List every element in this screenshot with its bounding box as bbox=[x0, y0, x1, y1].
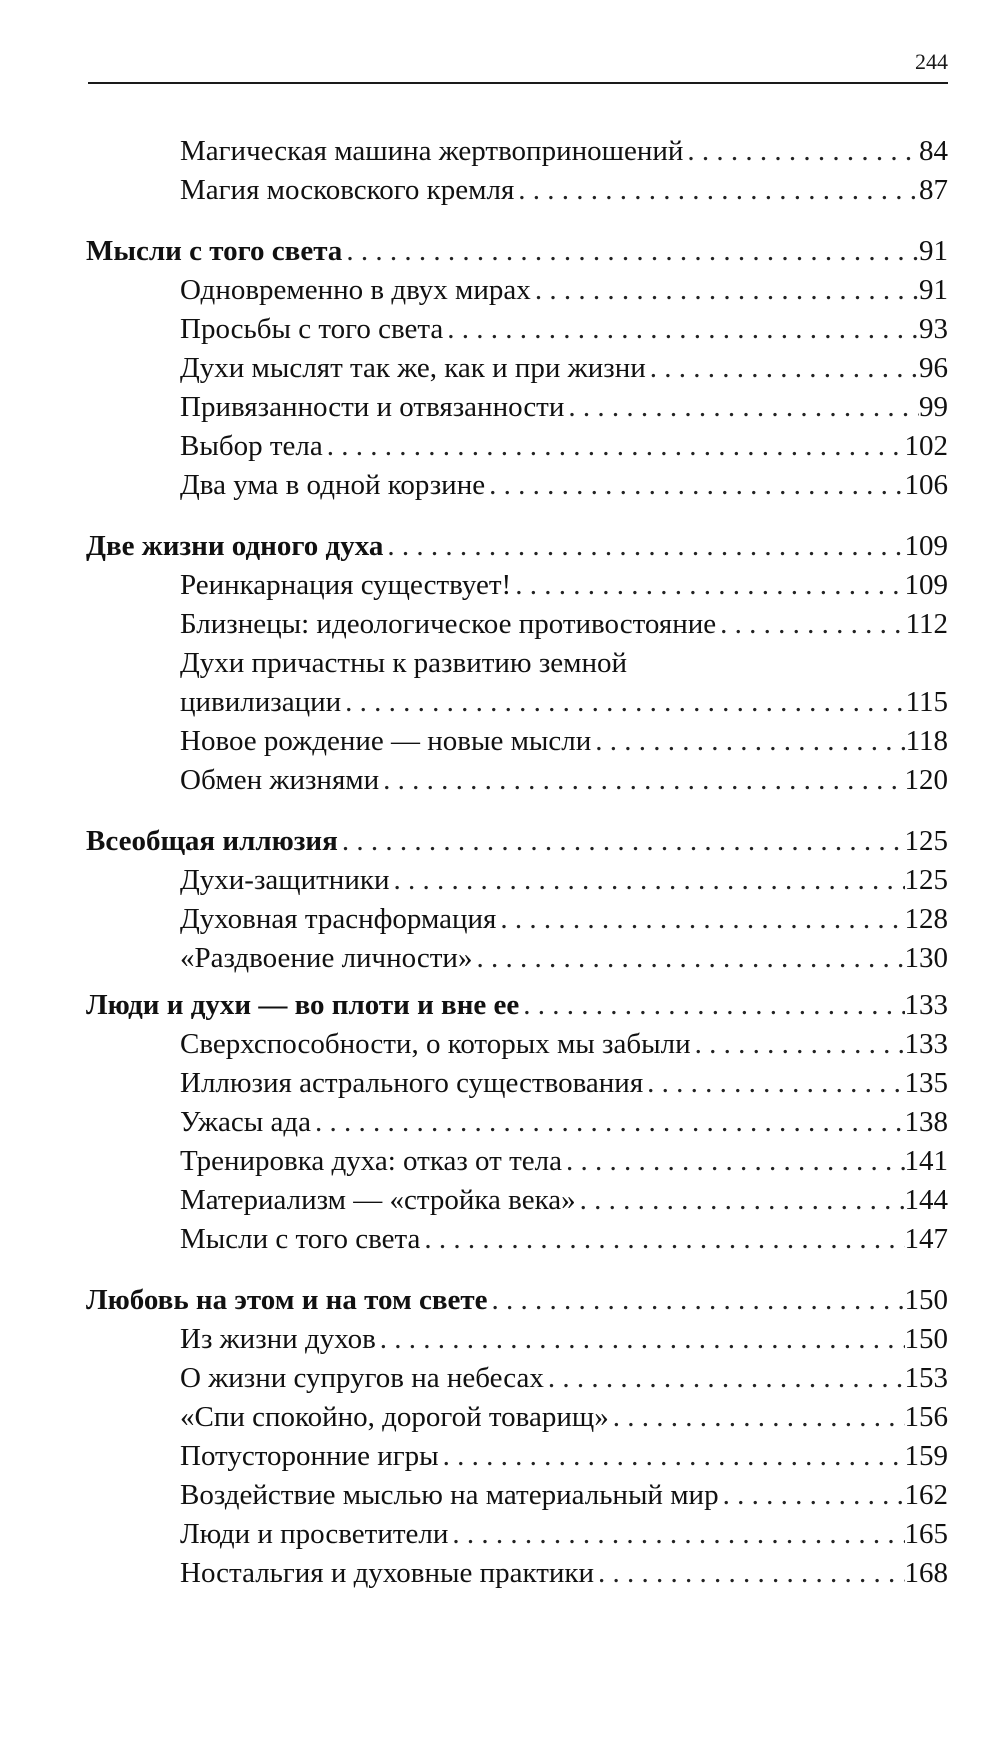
toc-entry-title: «Спи спокойно, дорогой товарищ» bbox=[180, 1401, 609, 1433]
toc-entry-page: 91 bbox=[919, 274, 948, 306]
toc-entry-page: 150 bbox=[904, 1323, 948, 1355]
toc-entry[interactable] bbox=[0, 603, 948, 642]
toc-entry-title: Духи-защитники bbox=[180, 864, 390, 896]
toc-entry-title: Иллюзия астрального существования bbox=[180, 1067, 644, 1099]
dot-leader bbox=[719, 1477, 905, 1513]
toc-entry-page: 109 bbox=[904, 569, 948, 601]
toc-section-heading[interactable] bbox=[0, 820, 948, 859]
toc-entry[interactable] bbox=[0, 308, 948, 347]
toc-entry-page: 93 bbox=[919, 313, 948, 345]
toc-section-page: 150 bbox=[904, 1284, 948, 1316]
dot-leader bbox=[496, 901, 904, 937]
toc-entry-title: Одновременно в двух мирах bbox=[180, 274, 531, 306]
toc-entry[interactable] bbox=[0, 1474, 948, 1513]
toc-entry[interactable] bbox=[0, 1435, 948, 1474]
dot-leader bbox=[646, 350, 919, 386]
toc-entry[interactable] bbox=[0, 564, 948, 603]
dot-leader bbox=[323, 428, 905, 464]
toc-entry-page: 96 bbox=[919, 352, 948, 384]
toc-entry-title: Люди и просветители bbox=[180, 1518, 449, 1550]
dot-leader bbox=[420, 1221, 904, 1257]
toc-entry-title: Мысли с того света bbox=[180, 1223, 421, 1255]
dot-leader bbox=[341, 684, 905, 720]
toc-section-title: Всеобщая иллюзия bbox=[86, 825, 338, 857]
spacer bbox=[0, 503, 1000, 525]
toc-entry[interactable] bbox=[0, 130, 948, 169]
toc-entry-page: 141 bbox=[904, 1145, 948, 1177]
dot-leader bbox=[389, 862, 904, 898]
toc-section-page: 133 bbox=[904, 989, 948, 1021]
dot-leader bbox=[531, 272, 919, 308]
toc-entry[interactable] bbox=[0, 759, 948, 798]
toc-entry[interactable] bbox=[0, 1357, 948, 1396]
toc-entry[interactable] bbox=[0, 1552, 948, 1591]
toc-entry-title: Реинкарнация существует! bbox=[180, 569, 512, 601]
dot-leader bbox=[338, 823, 905, 859]
toc-entry-title: Ностальгия и духовные практики bbox=[180, 1557, 595, 1589]
toc-entry-title: Магия московского кремля bbox=[180, 174, 515, 206]
toc-entry-page: 165 bbox=[904, 1518, 948, 1550]
toc-section-heading[interactable] bbox=[0, 525, 948, 564]
dot-leader bbox=[519, 987, 904, 1023]
toc-section-heading[interactable] bbox=[0, 230, 948, 269]
toc-entry[interactable] bbox=[0, 859, 948, 898]
toc-section-title: Две жизни одного духа bbox=[86, 530, 384, 562]
toc-entry-page: 159 bbox=[904, 1440, 948, 1472]
dot-leader bbox=[691, 1026, 905, 1062]
dot-leader bbox=[448, 1516, 904, 1552]
toc-entry-title: Сверхспособности, о которых мы забыли bbox=[180, 1028, 691, 1060]
dot-leader bbox=[443, 311, 919, 347]
toc-entry-title: Из жизни духов bbox=[180, 1323, 376, 1355]
toc-entry-title: Магическая машина жертвоприношений bbox=[180, 135, 684, 167]
dot-leader bbox=[594, 1555, 904, 1591]
toc-entry-page: 168 bbox=[904, 1557, 948, 1589]
toc-entry-title: Потусторонние игры bbox=[180, 1440, 439, 1472]
dot-leader bbox=[591, 723, 905, 759]
toc-entry[interactable] bbox=[0, 1513, 948, 1552]
dot-leader bbox=[311, 1104, 905, 1140]
toc-entry[interactable] bbox=[0, 464, 948, 503]
toc-entry[interactable] bbox=[0, 937, 948, 976]
toc-entry-title: Материализм — «стройка века» bbox=[180, 1184, 576, 1216]
toc-entry-page: 112 bbox=[905, 608, 948, 640]
toc-entry-page: 106 bbox=[904, 469, 948, 501]
toc-section-page: 125 bbox=[904, 825, 948, 857]
toc-entry-page: 118 bbox=[905, 725, 948, 757]
spacer bbox=[0, 976, 1000, 984]
toc-entry-title: Духовная траснформация bbox=[180, 903, 497, 935]
toc-entry-page: 138 bbox=[904, 1106, 948, 1138]
toc-entry[interactable] bbox=[0, 898, 948, 937]
page-number: 244 bbox=[915, 49, 948, 74]
toc-section-page: 109 bbox=[904, 530, 948, 562]
toc-entry[interactable] bbox=[0, 1218, 948, 1257]
toc-entry-page: 102 bbox=[904, 430, 948, 462]
toc-entry-page: 133 bbox=[904, 1028, 948, 1060]
toc-entry[interactable] bbox=[0, 1062, 948, 1101]
toc-entry[interactable] bbox=[0, 269, 948, 308]
toc-entry[interactable] bbox=[0, 681, 948, 720]
toc-entry-title: Ужасы ада bbox=[180, 1106, 311, 1138]
toc-entry-page: 135 bbox=[904, 1067, 948, 1099]
toc-section-title: Любовь на этом и на том свете bbox=[86, 1284, 488, 1316]
toc-entry-title: О жизни супругов на небесах bbox=[180, 1362, 544, 1394]
toc-entry-title: Привязанности и отвязанности bbox=[180, 391, 565, 423]
dot-leader bbox=[544, 1360, 905, 1396]
toc-entry-first-line[interactable] bbox=[0, 642, 948, 681]
dot-leader bbox=[643, 1065, 904, 1101]
dot-leader bbox=[376, 1321, 905, 1357]
toc-entry-page: 153 bbox=[904, 1362, 948, 1394]
toc-entry-title: Воздействие мыслью на материальный мир bbox=[180, 1479, 719, 1511]
toc-entry-page: 130 bbox=[904, 942, 948, 974]
toc-entry-page: 87 bbox=[919, 174, 948, 206]
toc-entry[interactable] bbox=[0, 1179, 948, 1218]
toc-entry-title: цивилизации bbox=[180, 686, 342, 718]
dot-leader bbox=[514, 172, 919, 208]
dot-leader bbox=[562, 1143, 905, 1179]
dot-leader bbox=[576, 1182, 905, 1218]
toc-entry-title-line1: Духи причастны к развитию земной bbox=[180, 647, 628, 679]
toc-entry[interactable] bbox=[0, 347, 948, 386]
toc-entry-title: Тренировка духа: отказ от тела bbox=[180, 1145, 562, 1177]
dot-leader bbox=[683, 133, 919, 169]
toc-entry-title: Два ума в одной корзине bbox=[180, 469, 486, 501]
toc-entry-page: 144 bbox=[904, 1184, 948, 1216]
toc-entry[interactable] bbox=[0, 720, 948, 759]
spacer bbox=[0, 1257, 1000, 1279]
toc-entry-title: Духи мыслят так же, как и при жизни bbox=[180, 352, 646, 384]
toc-entry[interactable] bbox=[0, 425, 948, 464]
dot-leader bbox=[383, 528, 904, 564]
toc-entry-title: Близнецы: идеологическое противостояние bbox=[180, 608, 717, 640]
dot-leader bbox=[564, 389, 919, 425]
toc-entry[interactable] bbox=[0, 1101, 948, 1140]
toc-entry-page: 156 bbox=[904, 1401, 948, 1433]
spacer bbox=[0, 208, 1000, 230]
header-rule bbox=[88, 82, 948, 84]
toc-section-title: Люди и духи — во плоти и вне ее bbox=[86, 989, 520, 1021]
toc-entry-title: Просьбы с того света bbox=[180, 313, 444, 345]
toc-entry[interactable] bbox=[0, 386, 948, 425]
spacer bbox=[0, 798, 1000, 820]
toc-section-heading[interactable] bbox=[0, 984, 948, 1023]
dot-leader bbox=[716, 606, 905, 642]
toc-entry-page: 84 bbox=[919, 135, 948, 167]
toc-entry-page: 125 bbox=[904, 864, 948, 896]
toc-entry-page: 147 bbox=[904, 1223, 948, 1255]
dot-leader bbox=[439, 1438, 905, 1474]
dot-leader bbox=[342, 233, 919, 269]
toc-entry[interactable] bbox=[0, 1396, 948, 1435]
toc-entry-page: 115 bbox=[905, 686, 948, 718]
table-of-contents bbox=[0, 130, 1000, 1591]
toc-section-heading[interactable] bbox=[0, 1279, 948, 1318]
toc-entry-page: 162 bbox=[904, 1479, 948, 1511]
toc-entry-page: 128 bbox=[904, 903, 948, 935]
dot-leader bbox=[379, 762, 904, 798]
dot-leader bbox=[609, 1399, 905, 1435]
toc-entry[interactable] bbox=[0, 1140, 948, 1179]
toc-entry-title: «Раздвоение личности» bbox=[180, 942, 473, 974]
dot-leader bbox=[472, 940, 904, 976]
toc-entry[interactable] bbox=[0, 169, 948, 208]
toc-entry-title: Выбор тела bbox=[180, 430, 323, 462]
dot-leader bbox=[485, 467, 904, 503]
toc-section-title: Мысли с того света bbox=[86, 235, 343, 267]
toc-entry-page: 99 bbox=[919, 391, 948, 423]
dot-leader bbox=[487, 1282, 904, 1318]
toc-entry-title: Обмен жизнями bbox=[180, 764, 380, 796]
toc-entry[interactable] bbox=[0, 1023, 948, 1062]
toc-entry-page: 120 bbox=[904, 764, 948, 796]
toc-entry-title: Новое рождение — новые мысли bbox=[180, 725, 592, 757]
dot-leader bbox=[511, 567, 904, 603]
toc-section-page: 91 bbox=[919, 235, 948, 267]
toc-entry[interactable] bbox=[0, 1318, 948, 1357]
